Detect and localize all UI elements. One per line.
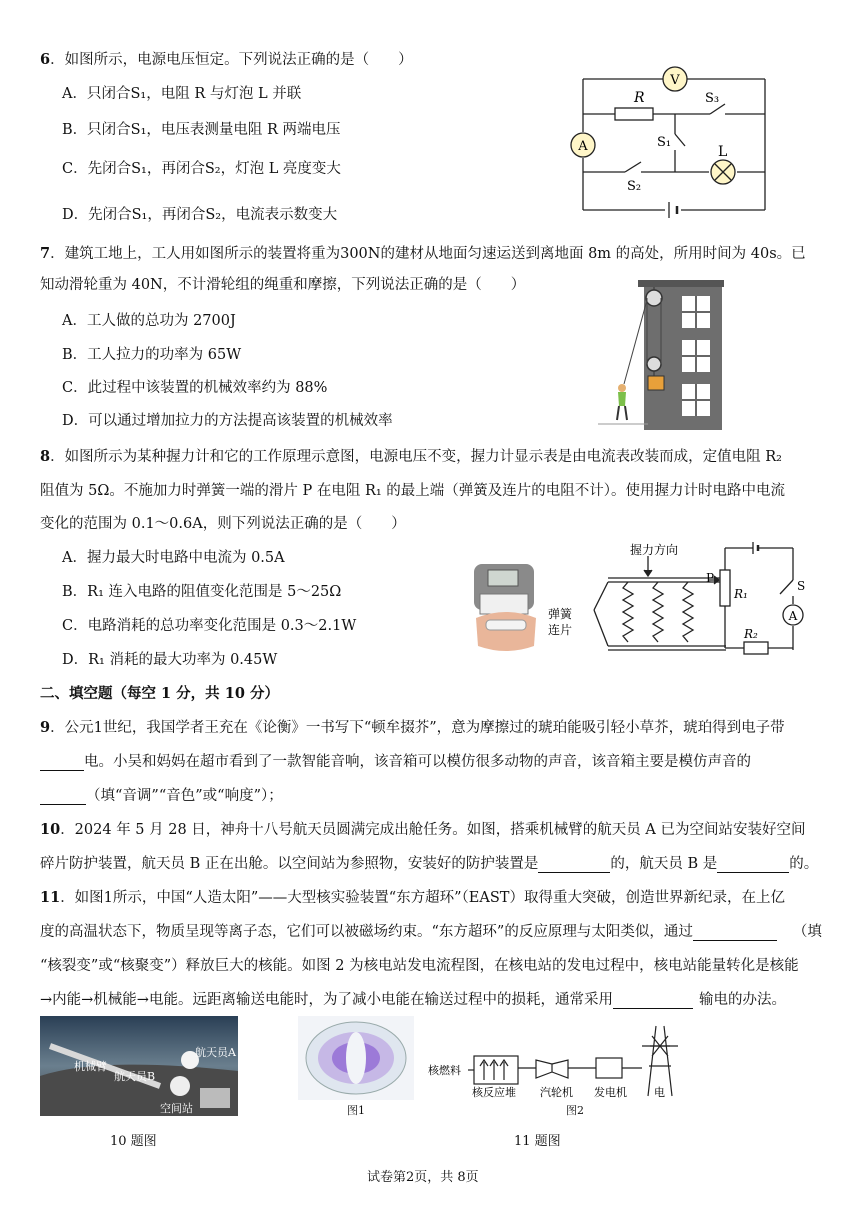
voltmeter-label: V (670, 73, 680, 88)
switch-s-label: S (797, 579, 806, 593)
fig11-fig2-label: 图2 (566, 1104, 584, 1117)
q7-option-d: D．可以通过增加拉力的方法提高该装置的机械效率 (62, 413, 393, 429)
fig10-station-label: 空间站 (160, 1102, 193, 1115)
question-10-line1: 10．2024 年 5 月 28 日，神舟十八号航天员圆满完成出舱任务。如图，搭乘机械臂的航天员 A 已为空间站安装好空间 (40, 821, 806, 838)
fig11-nuclear-plant-flowchart (428, 1016, 698, 1102)
question-10-line2: 碎片防护装置，航天员 B 正在出舱。以空间站为参照物，安装好的防护装置是 的，航天员 B 是 的。 (40, 856, 819, 872)
answer-blank (40, 754, 84, 771)
q6-option-a: A．只闭合S₁，电阻 R 与灯泡 L 并联 (62, 86, 302, 102)
switch-s3-label: S₃ (705, 91, 720, 106)
question-9-line2: 电。小吴和妈妈在超市看到了一款智能音响，该音箱可以模仿很多动物的声音，该音箱主要是模仿声音的 (40, 750, 751, 771)
answer-blank (40, 788, 86, 805)
answer-blank (693, 924, 777, 941)
q6-option-d: D．先闭合S₁，再闭合S₂，电流表示数变大 (62, 207, 338, 223)
fig10-astronaut-a-label: 航天员A (195, 1046, 236, 1059)
fig11-fig1-label: 图1 (347, 1104, 365, 1117)
answer-blank (538, 856, 610, 873)
question-8-line1: 8．如图所示为某种握力计和它的工作原理示意图，电源电压不变，握力计显示表是由电流表改装而成，定值电阻 R₂ (40, 448, 782, 465)
fig11-fuel-label: 核燃料 (428, 1064, 461, 1077)
q8-circuit-diagram (548, 540, 808, 660)
q6-option-c: C．先闭合S₁，再闭合S₂，灯泡 L 亮度变大 (62, 161, 341, 177)
question-11-line4: →内能→机械能→电能。远距离输送电能时，为了减小电能在输送过程中的损耗，通常采用 输电的办法。 (40, 992, 786, 1008)
question-11-line1: 11．如图1所示，中国“人造太阳”——大型核实验装置“东方超环”（EAST）取得重大突破，创造世界新纪录，在上亿 (40, 889, 785, 906)
q8-ammeter-label: A (788, 609, 798, 623)
q7-option-b: B．工人拉力的功率为 65W (62, 347, 242, 363)
plate-label: 连片 (548, 623, 573, 637)
fig11-tokamak-image (298, 1016, 414, 1100)
section-heading: 二、填空题（每空 1 分，共 10 分） (40, 685, 279, 702)
fig10-caption: 10 题图 (110, 1134, 157, 1149)
q8-option-d: D．R₁ 消耗的最大功率为 0.45W (62, 652, 278, 668)
q7-option-a: A．工人做的总功为 2700J (62, 313, 236, 329)
r1-label: R₁ (734, 587, 748, 601)
spring-label: 弹簧 (548, 607, 573, 621)
page-footer: 试卷第2页，共 8页 (367, 1170, 479, 1185)
question-9-line1: 9．公元1世纪，我国学者王充在《论衡》一书写下“顿牟掇芥”，意为摩擦过的琥珀能吸引轻小草芥，琥珀得到电子带 (40, 719, 785, 736)
fig10-astronaut-b-label: 航天员B (114, 1070, 156, 1083)
q8-grip-meter-photo (466, 556, 546, 656)
question-8-line2: 阻值为 5Ω。不施加力时弹簧一端的滑片 P 在电阻 R₁ 的最上端（弹簧及连片的电阻不计）。使用握力计时电路中电流 (40, 483, 786, 499)
question-6-stem: 6．如图所示，电源电压恒定。下列说法正确的是（ ） (40, 51, 413, 68)
q8-option-b: B．R₁ 连入电路的阻值变化范围是 5～25Ω (62, 584, 342, 600)
question-11-line2: 度的高温状态下，物质呈现等离子态，它们可以被磁场约束。“东方超环”的反应原理与太阳类似，通过 （填 (40, 924, 822, 940)
switch-s2-label: S₂ (627, 179, 642, 194)
lamp-l-label: L (718, 144, 728, 160)
q8-option-c: C．电路消耗的总功率变化范围是 0.3～2.1W (62, 618, 357, 634)
q6-circuit-diagram (565, 62, 775, 222)
r2-label: R₂ (744, 627, 758, 641)
fig10-space-station-photo (40, 1016, 238, 1116)
ammeter-label: A (578, 139, 588, 154)
question-8-line3: 变化的范围为 0.1～0.6A，则下列说法正确的是（ ） (40, 516, 406, 532)
force-direction-label: 握力方向 (630, 543, 679, 557)
fig11-reactor-label: 核反应堆 (472, 1086, 516, 1099)
q7-pulley-building-figure (598, 278, 728, 430)
switch-s1-label: S₁ (657, 135, 672, 150)
question-11-line3: “核裂变”或“核聚变”）释放巨大的核能。如图 2 为核电站发电流程图，在核电站的发电过程中，核电站能量转化是核能 (40, 958, 799, 974)
answer-blank (717, 856, 789, 873)
q8-option-a: A．握力最大时电路中电流为 0.5A (62, 550, 285, 566)
fig11-caption: 11 题图 (514, 1134, 561, 1149)
question-9-line3: （填“音调”“音色”或“响度”）； (40, 784, 283, 805)
fig11-generator-label: 发电机 (594, 1086, 627, 1099)
fig11-turbine-label: 汽轮机 (540, 1086, 573, 1099)
slider-p-label: P (706, 571, 715, 585)
answer-blank (613, 992, 693, 1009)
q6-option-b: B．只闭合S₁，电压表测量电阻 R 两端电压 (62, 122, 341, 138)
fig10-arm-label: 机械臂 (74, 1060, 107, 1073)
resistor-r-label: R (634, 90, 645, 106)
question-7-line2: 知动滑轮重为 40N，不计滑轮组的绳重和摩擦，下列说法正确的是（ ） (40, 277, 526, 293)
fig11-electric-label: 电 (654, 1086, 665, 1099)
q7-option-c: C．此过程中该装置的机械效率约为 88% (62, 380, 328, 396)
question-7-line1: 7．建筑工地上，工人用如图所示的装置将重为300N的建材从地面匀速运送到离地面 8m 的高处，所用时间为 40s。已 (40, 245, 806, 262)
